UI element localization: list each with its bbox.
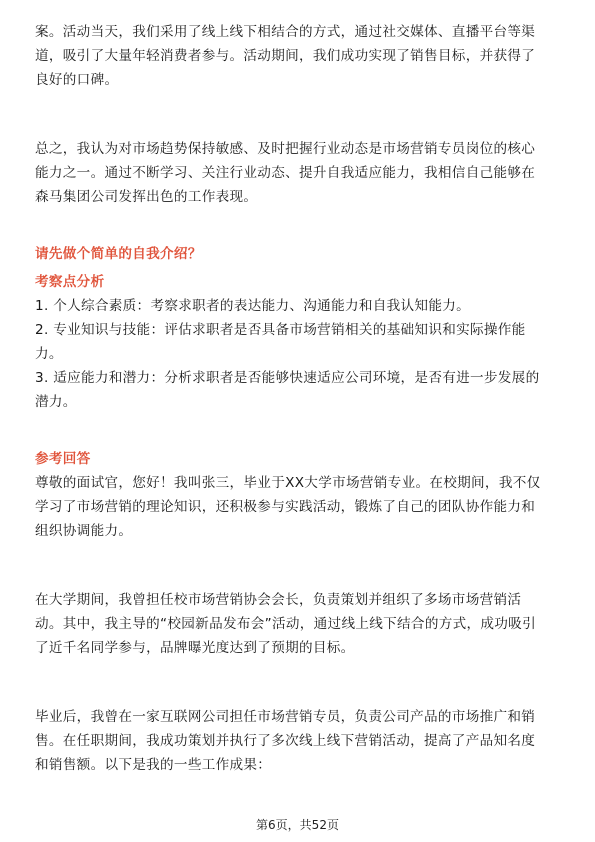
paragraph-line: 森马集团公司发挥出色的工作表现。 xyxy=(35,189,258,205)
paragraph-line: 售。在任职期间，我成功策划并执行了多次线上线下营销活动，提高了产品知名度 xyxy=(35,733,536,749)
analysis-item: 2. 专业知识与技能：评估求职者是否具备市场营销相关的基础知识和实际操作能 xyxy=(35,322,526,338)
answer-heading: 参考回答 xyxy=(35,451,91,467)
paragraph-line: 尊敬的面试官，您好！我叫张三，毕业于XX大学市场营销专业。在校期间，我不仅 xyxy=(35,475,541,491)
analysis-list xyxy=(35,294,563,414)
paragraph-line: 毕业后，我曾在一家互联网公司担任市场营销专员，负责公司产品的市场推广和销 xyxy=(35,709,536,725)
answer-paragraph-2 xyxy=(35,588,563,660)
paragraph-line: 组织协调能力。 xyxy=(35,523,133,539)
analysis-item: 1. 个人综合素质：考察求职者的表达能力、沟通能力和自我认知能力。 xyxy=(35,298,471,314)
analysis-item: 力。 xyxy=(35,346,63,362)
paragraph-line: 道，吸引了大量年轻消费者参与。活动期间，我们成功实现了销售目标，并获得了 xyxy=(35,48,536,64)
paragraph-line: 和销售额。以下是我的一些工作成果： xyxy=(35,757,272,773)
paragraph-line: 学习了市场营销的理论知识，还积极参与实践活动，锻炼了自己的团队协作能力和 xyxy=(35,499,536,515)
page-number-footer: 第6页，共52页 xyxy=(256,818,339,832)
paragraph-line: 总之，我认为对市场趋势保持敏感、及时把握行业动态是市场营销专员岗位的核心 xyxy=(35,141,536,157)
conclusion-paragraph xyxy=(35,137,563,209)
paragraph-line: 能力之一。通过不断学习、关注行业动态、提升自我适应能力，我相信自己能够在 xyxy=(35,165,536,181)
paragraph-line: 了近千名同学参与，品牌曝光度达到了预期的目标。 xyxy=(35,640,355,656)
paragraph-line: 动。其中，我主导的“校园新品发布会”活动，通过线上线下结合的方式，成功吸引 xyxy=(35,616,536,632)
paragraph-line: 在大学期间，我曾担任校市场营销协会会长，负责策划并组织了多场市场营销活 xyxy=(35,592,522,608)
interview-question: 请先做个简单的自我介绍？ xyxy=(35,246,202,262)
answer-paragraph-1 xyxy=(35,471,563,543)
intro-paragraph xyxy=(35,20,563,92)
analysis-item: 3. 适应能力和潜力：分析求职者是否能够快速适应公司环境，是否有进一步发展的 xyxy=(35,370,540,386)
paragraph-line: 良好的口碑。 xyxy=(35,72,119,88)
paragraph-line: 案。活动当天，我们采用了线上线下相结合的方式，通过社交媒体、直播平台等渠 xyxy=(35,24,536,40)
analysis-heading: 考察点分析 xyxy=(35,274,105,290)
analysis-item: 潜力。 xyxy=(35,394,77,410)
answer-paragraph-3 xyxy=(35,705,563,777)
